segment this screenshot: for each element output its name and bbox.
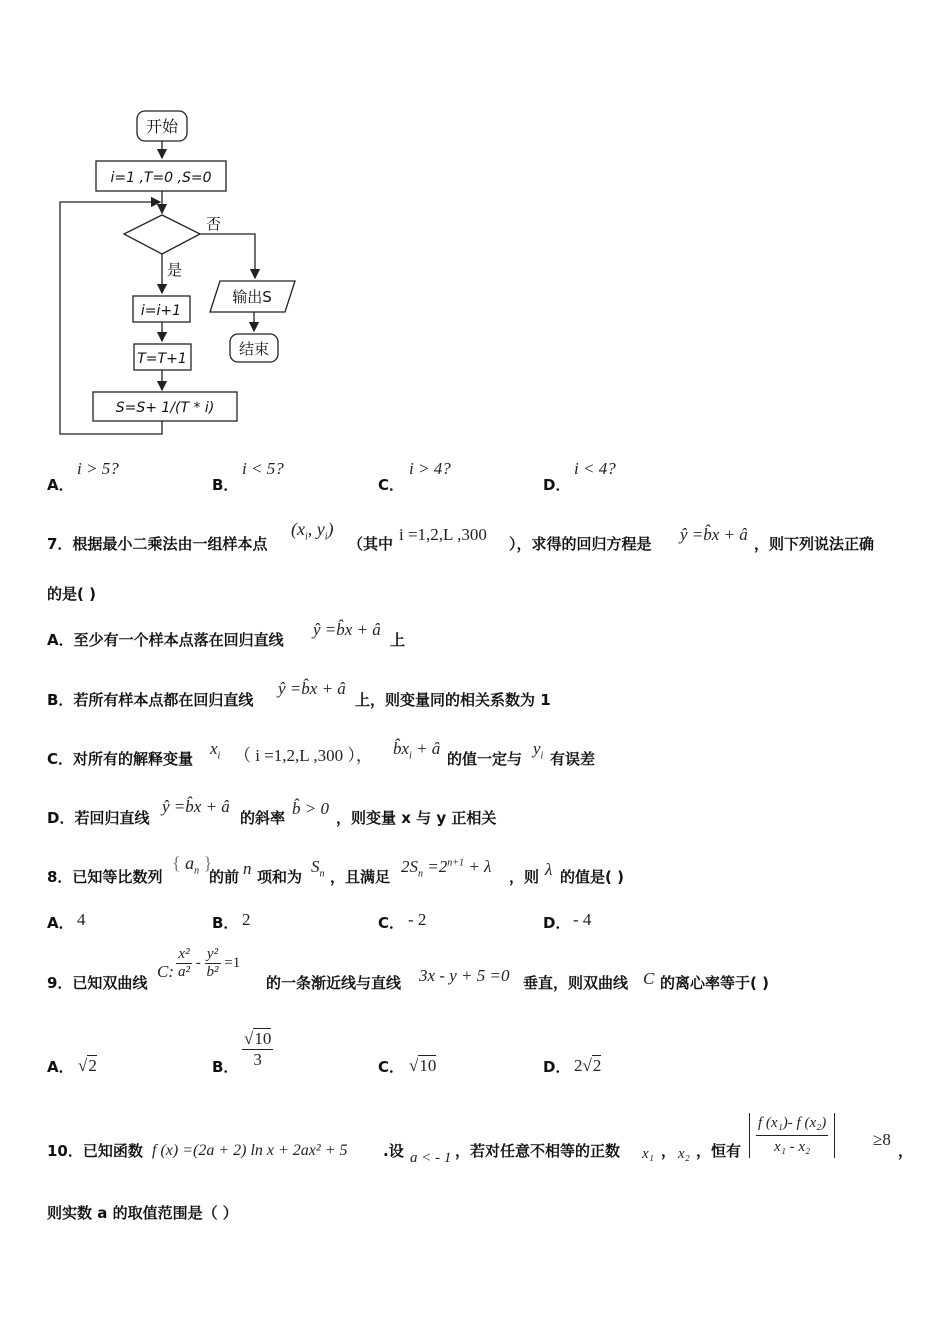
q10-x1: x₁ (642, 1146, 654, 1162)
q8-sn: $S_n$ (311, 857, 325, 880)
q8-text-3: 项和为 (257, 868, 303, 886)
q7-option-c[interactable]: C．对所有的解释变量 (47, 750, 194, 768)
q8-c-label[interactable]: C． (378, 914, 405, 932)
q7-d-eq: ŷ =b̂x + â (162, 797, 230, 816)
q10-inequality: $\frac{\text{f (x₁)- f (x₂)}}{\text{x₁ - x₂}}$ (749, 1113, 835, 1158)
output-label: 输出S (232, 288, 272, 306)
q8-a-label[interactable]: A． (47, 914, 74, 932)
q10-text-4: ，恒有 (696, 1142, 742, 1160)
q7-equation: ŷ =b̂x + â (680, 525, 748, 544)
q8-n: n (243, 859, 252, 878)
q6-a-label[interactable]: A． (47, 476, 74, 494)
q8-equation: $2S_n =2^{n+1} + \lambda$ (401, 857, 492, 880)
q9-c2: C (643, 969, 655, 988)
step1-label: i=i+1 (140, 303, 182, 319)
q7-option-d[interactable]: D．若回归直线 (47, 809, 150, 827)
q8-a-value: 4 (77, 910, 86, 929)
q10-sep: ， (661, 1142, 677, 1160)
q8-text-6: 的值是( ) (560, 868, 624, 886)
q9-c-value: √10 (409, 1056, 437, 1075)
q7-text-2: （其中 (348, 535, 394, 553)
q8-d-value: - 4 (573, 910, 592, 929)
q7-range: i =1,2,L ,300 (399, 525, 487, 544)
decision-diamond (124, 215, 200, 254)
q10-condition: a < - 1 (410, 1150, 452, 1166)
q7-option-a[interactable]: A．至少有一个样本点落在回归直线 (47, 631, 284, 649)
q9-b-value: $\frac{√10}{3}$ (244, 1029, 272, 1069)
q9-text-4: 的离心率等于( ) (660, 974, 769, 992)
q6-b-value: i < 5? (242, 459, 284, 478)
init-label: i=1 ,T=0 ,S=0 (110, 170, 212, 186)
q7-c-range: （ i =1,2,L ,300 ）， (234, 746, 373, 765)
q7-c-x: $x_i$ (210, 739, 221, 762)
step3-label: S=S+ 1/(T * i) (115, 400, 215, 416)
q7-c-eq: $b̂x_i$ + â (393, 739, 441, 762)
start-label: 开始 (145, 117, 179, 136)
q8-text-2: 的前 (209, 868, 240, 886)
q6-c-label[interactable]: C． (378, 476, 405, 494)
q6-d-value: i < 4? (574, 459, 616, 478)
q7-text-5: 的是( ) (47, 585, 96, 603)
flowchart (0, 0, 320, 450)
q8-text-4: ，且满足 (330, 868, 391, 886)
q7-text-3: ），求得的回归方程是 (509, 535, 652, 553)
q10-text-3: ，若对任意不相等的正数 (455, 1142, 621, 1160)
q8-text-5: ，则 (509, 868, 540, 886)
no-label: 否 (206, 215, 222, 233)
q8-b-label[interactable]: B． (212, 914, 239, 932)
q9-text-2: 的一条渐近线与直线 (266, 974, 402, 992)
q9-b-label[interactable]: B． (212, 1058, 239, 1076)
q8-text-1: 8．已知等比数列 (47, 868, 163, 886)
q10-text-5: ， (898, 1142, 914, 1160)
q7-c-y: $y_i$ (533, 739, 544, 762)
q8-d-label[interactable]: D． (543, 914, 571, 932)
q7-d-mid: 的斜率 (240, 809, 286, 827)
q10-text-1: 10．已知函数 (47, 1142, 143, 1160)
q7-d-tail: ，则变量 x 与 y 正相关 (336, 809, 497, 827)
q10-text-2: .设 (383, 1142, 404, 1160)
q9-d-value: 2√2 (574, 1056, 602, 1075)
q9-line: 3x - y + 5 =0 (419, 966, 510, 985)
q6-c-value: i > 4? (409, 459, 451, 478)
q7-point: ($x_i$, $y_i$) (291, 519, 334, 543)
step2-label: T=T+1 (137, 351, 187, 367)
q7-option-b[interactable]: B．若所有样本点都在回归直线 (47, 691, 254, 709)
q9-d-label[interactable]: D． (543, 1058, 571, 1076)
q7-c-tail: 有误差 (550, 750, 596, 768)
q7-text-1: 7．根据最小二乘法由一组样本点 (47, 535, 268, 553)
q9-a-value: √2 (78, 1056, 97, 1075)
q8-lambda: λ (545, 860, 553, 879)
q9-c-label: C: (157, 962, 174, 981)
q10-text-6: 则实数 a 的取值范围是（ ） (47, 1204, 238, 1222)
q7-a-tail: 上 (390, 631, 406, 649)
yes-label: 是 (167, 261, 183, 279)
q7-a-eq: ŷ =b̂x + â (313, 620, 381, 639)
q7-b-tail: 上，则变量同的相关系数为 1 (355, 691, 551, 709)
q6-b-label[interactable]: B． (212, 476, 239, 494)
q10-ge: ≥8 (873, 1130, 891, 1149)
q9-text-1: 9．已知双曲线 (47, 974, 148, 992)
q9-hyperbola: $\frac{\text{x²}}{\text{a²}}$ - $\frac{\text{y²}}{\text{b²}}$ =1 (178, 946, 241, 980)
q6-a-value: i > 5? (77, 459, 119, 478)
q7-b-eq: ŷ =b̂x + â (278, 679, 346, 698)
q8-sequence: { $a_n$ } (172, 853, 213, 877)
q10-function: f (x) =(2a + 2) ln x + 2ax² + 5 (152, 1142, 348, 1159)
q7-c-mid: 的值一定与 (447, 750, 523, 768)
end-label: 结束 (238, 340, 270, 358)
q7-text-4: ，则下列说法正确 (754, 535, 875, 553)
q6-d-label[interactable]: D． (543, 476, 571, 494)
q8-c-value: - 2 (408, 910, 427, 929)
q9-c-label[interactable]: C． (378, 1058, 405, 1076)
q10-x2: x₂ (678, 1146, 690, 1162)
q9-a-label[interactable]: A． (47, 1058, 74, 1076)
q9-text-3: 垂直，则双曲线 (523, 974, 629, 992)
q8-b-value: 2 (242, 910, 251, 929)
q7-d-slope: b̂ > 0 (292, 799, 329, 818)
